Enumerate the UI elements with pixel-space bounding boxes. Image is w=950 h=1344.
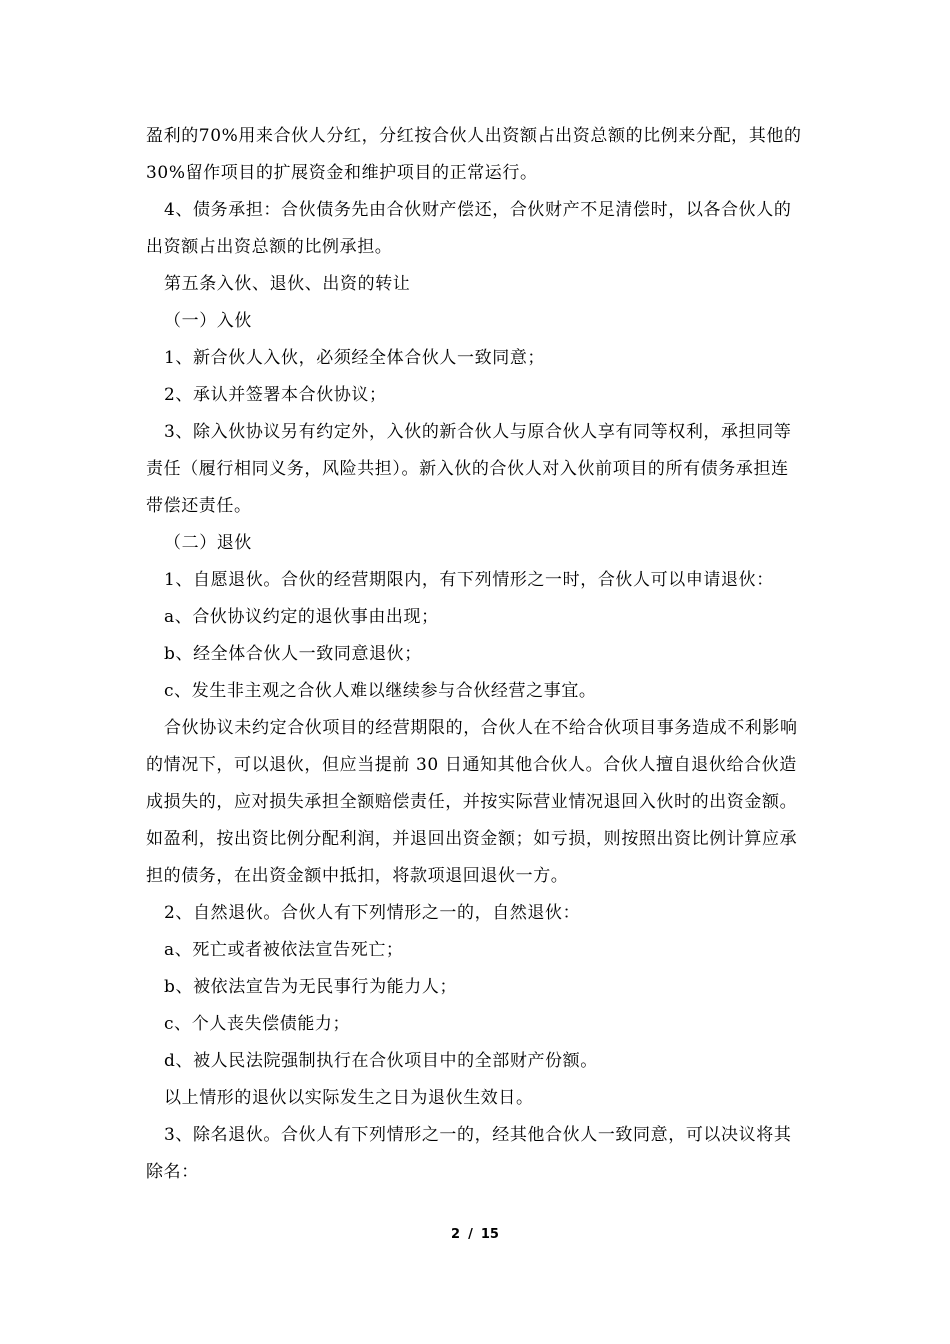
paragraph: a、合伙协议约定的退伙事由出现； [164, 607, 439, 627]
paragraph: 3、除名退伙。合伙人有下列情形之一的，经其他合伙人一致同意，可以决议将其除名： [146, 1125, 792, 1182]
paragraph: 2、承认并签署本合伙协议； [164, 385, 387, 405]
paragraph: 盈利的70%用来合伙人分红，分红按合伙人出资额占出资总额的比例来分配，其他的30%留作项目的扩展资金和维护项目的正常运行。 [146, 126, 802, 183]
current-page-number: 2 [451, 1227, 461, 1242]
paragraph: a、死亡或者被依法宣告死亡； [164, 940, 404, 960]
paragraph: c、个人丧失偿债能力； [164, 1014, 351, 1034]
paragraph: （一）入伙 [164, 311, 252, 331]
paragraph: b、经全体合伙人一致同意退伙； [164, 644, 422, 664]
paragraph: 第五条入伙、退伙、出资的转让 [164, 274, 411, 294]
total-pages-number: 15 [480, 1227, 499, 1242]
paragraph: 1、新合伙人入伙，必须经全体合伙人一致同意； [164, 348, 546, 368]
paragraph: 1、自愿退伙。合伙的经营期限内，有下列情形之一时，合伙人可以申请退伙： [164, 570, 774, 590]
paragraph: d、被人民法院强制执行在合伙项目中的全部财产份额。 [164, 1051, 598, 1071]
page-separator: / [468, 1227, 473, 1242]
paragraph: 2、自然退伙。合伙人有下列情形之一的，自然退伙： [164, 903, 581, 923]
document-body [146, 118, 806, 1191]
paragraph: 合伙协议未约定合伙项目的经营期限的，合伙人在不给合伙项目事务造成不利影响的情况下，可以退伙，但应当提前 30 日通知其他合伙人。合伙人擅自退伙给合伙造成损失的，应对损失承担全额赔偿责任，并按实际营业情况退回入伙时的出资金额。如盈利，按出资比例分配利润，并退回出资金额；如亏损，则按照出资比例计算应承担的债务，在出资金额中抵扣，将款项退回退伙一方。 [146, 718, 798, 886]
paragraph: 3、除入伙协议另有约定外，入伙的新合伙人与原合伙人享有同等权利，承担同等责任（履行相同义务，风险共担）。新入伙的合伙人对入伙前项目的所有债务承担连带偿还责任。 [146, 422, 792, 516]
page-number [0, 1227, 950, 1242]
paragraph: 以上情形的退伙以实际发生之日为退伙生效日。 [164, 1088, 534, 1108]
paragraph: （二）退伙 [164, 533, 252, 553]
paragraph: c、发生非主观之合伙人难以继续参与合伙经营之事宜。 [164, 681, 597, 701]
paragraph: b、被依法宣告为无民事行为能力人； [164, 977, 458, 997]
paragraph: 4、债务承担：合伙债务先由合伙财产偿还，合伙财产不足清偿时，以各合伙人的出资额占出资总额的比例承担。 [146, 200, 792, 257]
